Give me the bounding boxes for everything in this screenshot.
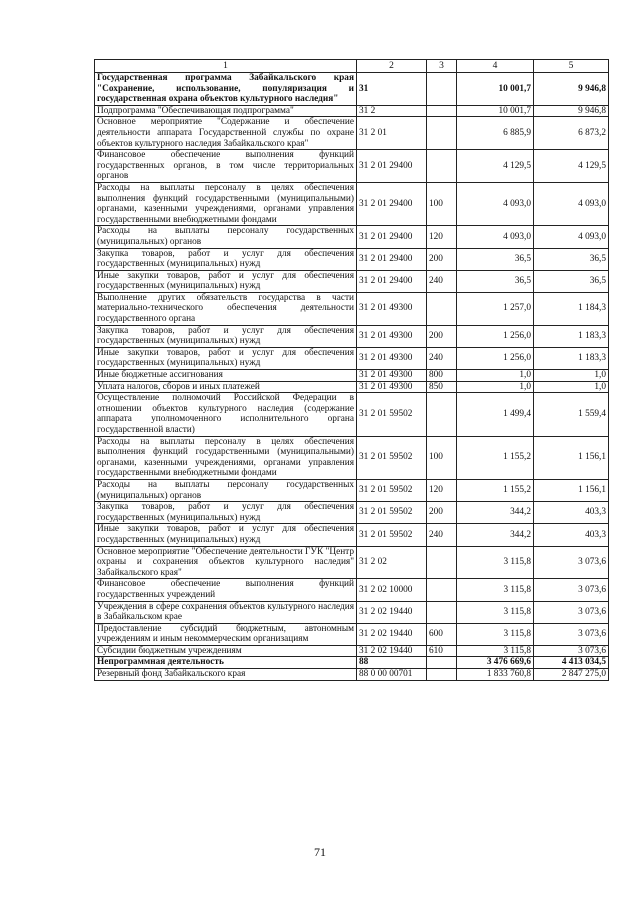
row-value-2-cell: 1,0 — [534, 370, 609, 382]
row-value-1-cell: 1 155,2 — [457, 436, 534, 479]
row-value-2-cell: 1 156,1 — [534, 436, 609, 479]
row-value-2-cell: 1 559,4 — [534, 393, 609, 436]
table-row — [95, 150, 609, 183]
row-name-cell: Иные закупки товаров, работ и услуг для обеспечения государственных (муниципальных) нужд — [95, 524, 357, 546]
row-name-cell: Уплата налогов, сборов и иных платежей — [95, 381, 357, 393]
table-header-row — [95, 60, 609, 73]
row-name-cell: Расходы на выплаты персоналу в целях обеспечения выполнения функций государственными (муниципальными) органами, казенными учреждениями, органами управления государственными внебюджетными фондами — [95, 182, 357, 225]
table-row — [95, 669, 609, 681]
row-value-2-cell: 403,3 — [534, 502, 609, 524]
table-row — [95, 73, 609, 106]
row-value-1-cell: 344,2 — [457, 502, 534, 524]
row-value-1-cell: 344,2 — [457, 524, 534, 546]
row-value-2-cell: 4 129,5 — [534, 150, 609, 183]
table-row — [95, 381, 609, 393]
row-value-1-cell: 36,5 — [457, 270, 534, 292]
row-value-1-cell: 3 476 669,6 — [457, 657, 534, 669]
row-value-2-cell: 3 073,6 — [534, 623, 609, 645]
row-value-1-cell: 1 833 760,8 — [457, 669, 534, 681]
row-code-cell: 31 2 02 19440 — [357, 601, 427, 623]
row-value-2-cell: 4 413 034,5 — [534, 657, 609, 669]
row-name-cell: Основное мероприятие "Содержание и обеспечение деятельности аппарата Государственной службы по охране объектов культурного наследия Забайкальского края" — [95, 117, 357, 150]
row-expense-type-cell — [427, 601, 457, 623]
row-expense-type-cell: 240 — [427, 270, 457, 292]
row-value-2-cell: 1 184,3 — [534, 292, 609, 325]
row-value-1-cell: 4 129,5 — [457, 150, 534, 183]
row-value-2-cell: 3 073,6 — [534, 601, 609, 623]
row-expense-type-cell — [427, 657, 457, 669]
row-name-cell: Выполнение других обязательств государства в части материально-технического обеспечения деятельности государственного органа — [95, 292, 357, 325]
row-expense-type-cell: 850 — [427, 381, 457, 393]
row-name-cell: Предоставление субсидий бюджетным, автономным учреждениям и иным некоммерческим организациям — [95, 623, 357, 645]
table-row — [95, 657, 609, 669]
table-row — [95, 226, 609, 248]
row-code-cell: 31 2 01 59502 — [357, 479, 427, 501]
row-code-cell: 31 2 01 29400 — [357, 248, 427, 270]
row-code-cell: 31 2 01 59502 — [357, 524, 427, 546]
row-value-2-cell: 3 073,6 — [534, 645, 609, 657]
budget-table — [94, 59, 609, 681]
row-value-2-cell: 1,0 — [534, 381, 609, 393]
row-expense-type-cell: 240 — [427, 347, 457, 369]
row-code-cell: 31 2 02 10000 — [357, 579, 427, 601]
row-value-1-cell: 10 001,7 — [457, 105, 534, 117]
row-value-2-cell: 4 093,0 — [534, 226, 609, 248]
table-row — [95, 248, 609, 270]
row-value-2-cell: 3 073,6 — [534, 546, 609, 579]
table-row — [95, 502, 609, 524]
row-value-1-cell: 3 115,8 — [457, 579, 534, 601]
table-row — [95, 105, 609, 117]
row-name-cell: Основное мероприятие "Обеспечение деятельности ГУК "Центр охраны и сохранения объектов культурного наследия" Забайкальского края" — [95, 546, 357, 579]
row-code-cell: 31 2 02 19440 — [357, 645, 427, 657]
header-col-2: 2 — [357, 60, 427, 73]
row-value-1-cell: 36,5 — [457, 248, 534, 270]
row-value-2-cell: 403,3 — [534, 524, 609, 546]
row-value-2-cell: 1 183,3 — [534, 325, 609, 347]
row-name-cell: Иные закупки товаров, работ и услуг для обеспечения государственных (муниципальных) нужд — [95, 347, 357, 369]
table-row — [95, 436, 609, 479]
row-code-cell: 31 2 01 — [357, 117, 427, 150]
row-name-cell: Учреждения в сфере сохранения объектов культурного наследия в Забайкальском крае — [95, 601, 357, 623]
row-value-2-cell: 9 946,8 — [534, 105, 609, 117]
row-value-2-cell: 2 847 275,0 — [534, 669, 609, 681]
row-value-2-cell: 1 183,3 — [534, 347, 609, 369]
row-expense-type-cell — [427, 579, 457, 601]
row-name-cell: Резервный фонд Забайкальского края — [95, 669, 357, 681]
row-code-cell: 31 2 — [357, 105, 427, 117]
row-value-1-cell: 1 256,0 — [457, 347, 534, 369]
row-name-cell: Расходы на выплаты персоналу в целях обеспечения выполнения функций государственными (муниципальными) органами, казенными учреждениями, органами управления государственными внебюджетными фондами — [95, 436, 357, 479]
row-code-cell: 88 — [357, 657, 427, 669]
row-expense-type-cell — [427, 393, 457, 436]
row-value-2-cell: 4 093,0 — [534, 182, 609, 225]
row-value-1-cell: 1 257,0 — [457, 292, 534, 325]
table-row — [95, 601, 609, 623]
row-code-cell: 31 2 01 59502 — [357, 393, 427, 436]
row-expense-type-cell: 610 — [427, 645, 457, 657]
table-row — [95, 546, 609, 579]
row-code-cell: 31 — [357, 73, 427, 106]
table-row — [95, 325, 609, 347]
row-expense-type-cell — [427, 292, 457, 325]
row-value-1-cell: 3 115,8 — [457, 623, 534, 645]
row-value-1-cell: 1,0 — [457, 381, 534, 393]
row-name-cell: Иные бюджетные ассигнования — [95, 370, 357, 382]
row-value-2-cell: 36,5 — [534, 270, 609, 292]
row-value-1-cell: 4 093,0 — [457, 226, 534, 248]
table-row — [95, 292, 609, 325]
row-code-cell: 31 2 02 — [357, 546, 427, 579]
row-expense-type-cell — [427, 669, 457, 681]
row-value-1-cell: 6 885,9 — [457, 117, 534, 150]
table-row — [95, 393, 609, 436]
row-expense-type-cell — [427, 73, 457, 106]
row-expense-type-cell — [427, 546, 457, 579]
row-value-1-cell: 1,0 — [457, 370, 534, 382]
row-name-cell: Непрограммная деятельность — [95, 657, 357, 669]
row-expense-type-cell: 240 — [427, 524, 457, 546]
row-name-cell: Финансовое обеспечение выполнения функций государственных учреждений — [95, 579, 357, 601]
row-value-1-cell: 3 115,8 — [457, 546, 534, 579]
table-row — [95, 347, 609, 369]
row-expense-type-cell: 120 — [427, 226, 457, 248]
row-expense-type-cell — [427, 150, 457, 183]
row-code-cell: 31 2 01 59502 — [357, 502, 427, 524]
table-row — [95, 645, 609, 657]
row-code-cell: 31 2 01 29400 — [357, 150, 427, 183]
row-name-cell: Закупка товаров, работ и услуг для обеспечения государственных (муниципальных) нужд — [95, 325, 357, 347]
row-name-cell: Государственная программа Забайкальского края "Сохранение, использование, популяризация и государственная охрана объектов культурного наследия" — [95, 73, 357, 106]
table-row — [95, 117, 609, 150]
row-value-2-cell: 9 946,8 — [534, 73, 609, 106]
row-code-cell: 31 2 01 49300 — [357, 325, 427, 347]
table-row — [95, 182, 609, 225]
page-number: 71 — [314, 845, 326, 859]
row-code-cell: 31 2 01 49300 — [357, 292, 427, 325]
table-row — [95, 270, 609, 292]
row-name-cell: Расходы на выплаты персоналу государственных (муниципальных) органов — [95, 479, 357, 501]
table-row — [95, 479, 609, 501]
row-name-cell: Закупка товаров, работ и услуг для обеспечения государственных (муниципальных) нужд — [95, 502, 357, 524]
row-value-2-cell: 6 873,2 — [534, 117, 609, 150]
row-value-2-cell: 1 156,1 — [534, 479, 609, 501]
row-expense-type-cell: 100 — [427, 182, 457, 225]
row-name-cell: Закупка товаров, работ и услуг для обеспечения государственных (муниципальных) нужд — [95, 248, 357, 270]
row-expense-type-cell: 200 — [427, 502, 457, 524]
row-expense-type-cell: 200 — [427, 325, 457, 347]
table-body — [95, 73, 609, 681]
row-value-1-cell: 3 115,8 — [457, 645, 534, 657]
table-row — [95, 579, 609, 601]
row-code-cell: 31 2 01 59502 — [357, 436, 427, 479]
table-row — [95, 623, 609, 645]
row-name-cell: Финансовое обеспечение выполнения функций государственных органов, в том числе территориальных органов — [95, 150, 357, 183]
row-name-cell: Субсидии бюджетным учреждениям — [95, 645, 357, 657]
row-expense-type-cell — [427, 105, 457, 117]
row-expense-type-cell: 100 — [427, 436, 457, 479]
row-expense-type-cell: 600 — [427, 623, 457, 645]
row-code-cell: 31 2 01 49300 — [357, 381, 427, 393]
row-code-cell: 31 2 01 29400 — [357, 270, 427, 292]
row-expense-type-cell: 200 — [427, 248, 457, 270]
row-expense-type-cell — [427, 117, 457, 150]
row-code-cell: 31 2 02 19440 — [357, 623, 427, 645]
row-value-1-cell: 1 499,4 — [457, 393, 534, 436]
row-code-cell: 88 0 00 00701 — [357, 669, 427, 681]
row-name-cell: Иные закупки товаров, работ и услуг для обеспечения государственных (муниципальных) нужд — [95, 270, 357, 292]
row-value-1-cell: 1 256,0 — [457, 325, 534, 347]
row-code-cell: 31 2 01 49300 — [357, 347, 427, 369]
row-value-1-cell: 10 001,7 — [457, 73, 534, 106]
header-col-1: 1 — [95, 60, 357, 73]
row-code-cell: 31 2 01 29400 — [357, 182, 427, 225]
row-value-2-cell: 36,5 — [534, 248, 609, 270]
row-code-cell: 31 2 01 29400 — [357, 226, 427, 248]
row-value-1-cell: 4 093,0 — [457, 182, 534, 225]
row-expense-type-cell: 800 — [427, 370, 457, 382]
header-col-4: 4 — [457, 60, 534, 73]
header-col-3: 3 — [427, 60, 457, 73]
table-row — [95, 370, 609, 382]
row-value-1-cell: 3 115,8 — [457, 601, 534, 623]
row-name-cell: Расходы на выплаты персоналу государственных (муниципальных) органов — [95, 226, 357, 248]
row-name-cell: Осуществление полномочий Российской Федерации в отношении объектов культурного наследия (содержание аппарата уполномоченного исполнительного органа государственной власти) — [95, 393, 357, 436]
header-col-5: 5 — [534, 60, 609, 73]
row-value-1-cell: 1 155,2 — [457, 479, 534, 501]
row-name-cell: Подпрограмма "Обеспечивающая подпрограмма" — [95, 105, 357, 117]
row-code-cell: 31 2 01 49300 — [357, 370, 427, 382]
row-value-2-cell: 3 073,6 — [534, 579, 609, 601]
table-row — [95, 524, 609, 546]
row-expense-type-cell: 120 — [427, 479, 457, 501]
